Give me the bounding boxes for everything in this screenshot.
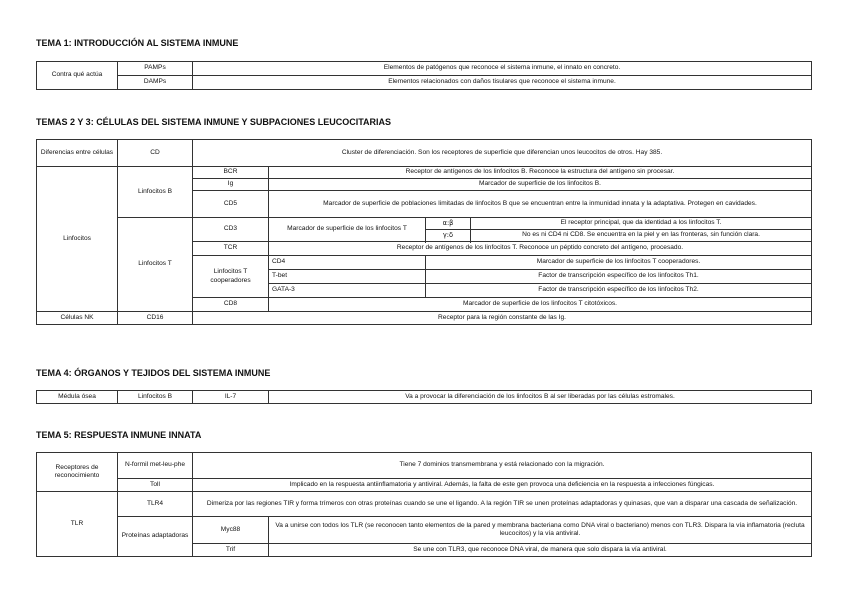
linfocitos-cell: Linfocitos — [37, 167, 118, 312]
gata3-desc: Factor de transcripción específico de los linfocitos Th2. — [426, 284, 812, 298]
tema4-table — [36, 390, 812, 404]
receptores-cell: Receptores de reconocimiento — [37, 453, 118, 492]
gata3-cell: GATA-3 — [269, 284, 426, 298]
proteinas-cell: Proteínas adaptadoras — [118, 517, 193, 557]
tlr4-cell: TLR4 — [118, 492, 193, 517]
linfocitos-b-cell: Linfocitos B — [118, 167, 193, 218]
tema1-table — [36, 61, 812, 90]
diff-label: Diferencias entre células — [37, 140, 118, 167]
trif-desc: Se une con TLR3, que reconoce DNA viral, de manera que solo dispara la vía antiviral. — [269, 544, 812, 557]
tcr-cell: TCR — [193, 242, 269, 256]
nformil-desc: Tiene 7 dominios transmembrana y está relacionado con la migración. — [193, 453, 812, 479]
tema1-title: TEMA 1: INTRODUCCIÓN AL SISTEMA INMUNE — [36, 38, 239, 48]
toll-desc: Implicado en la respuesta antiinflamatoria y antiviral. Además, la falta de este gen provoca una deficiencia en la respuesta a infecciones fúngicas. — [193, 479, 812, 492]
desc-cell: Elementos relacionados con daños tisulares que reconoce el sistema inmune. — [193, 76, 812, 90]
myc88-cell: Myc88 — [193, 517, 269, 544]
cd5-desc: Marcador de superficie de poblaciones limitadas de linfocitos B que se encuentran entre la inmunidad innata y la adaptativa. Protegen en cavidades. — [269, 191, 812, 218]
tbet-desc: Factor de transcripción específico de los linfocitos Th1. — [426, 270, 812, 284]
ig-desc: Marcador de superficie de los linfocitos B. — [269, 179, 812, 191]
tema5-title: TEMA 5: RESPUESTA INMUNE INNATA — [36, 430, 202, 440]
desc-cell: Elementos de patógenos que reconoce el sistema inmune, el innato en concreto. — [193, 62, 812, 76]
gamma-delta-cell: γ:δ — [426, 230, 471, 242]
il7-desc: Va a provocar la diferenciación de los linfocitos B al ser liberadas por las células estromales. — [269, 391, 812, 404]
alpha-beta-desc: El receptor principal, que da identidad a los linfocitos T. — [471, 218, 812, 230]
tlr-cell: TLR — [37, 492, 118, 557]
term-cell: DAMPs — [118, 76, 193, 90]
cd-cell: CD — [118, 140, 193, 167]
medula-cell: Médula ósea — [37, 391, 118, 404]
cd16-desc: Receptor para la región constante de las Ig. — [193, 312, 812, 325]
cd3-cell: CD3 — [193, 218, 269, 242]
ig-cell: Ig — [193, 179, 269, 191]
linfocitos-b-cell: Linfocitos B — [118, 391, 193, 404]
bcr-desc: Receptor de antígenos de los linfocitos B. Reconoce la estructura del antígeno sin procesar. — [269, 167, 812, 179]
nformil-cell: N-formil met-leu-phe — [118, 453, 193, 479]
tbet-cell: T-bet — [269, 270, 426, 284]
linfocitos-t-cell: Linfocitos T — [118, 218, 193, 312]
linfocitos-t-coop-cell: Linfocitos T cooperadores — [193, 256, 269, 298]
bcr-cell: BCR — [193, 167, 269, 179]
myc88-desc: Va a unirse con todos los TLR (se reconocen tanto elementos de la pared y membrana bacteriana como DNA viral o bacteriano) menos con TLR3. Dispara la vía inflamatoria (recluta leucocitos) y la vía antiviral. — [269, 517, 812, 544]
toll-cell: Toll — [118, 479, 193, 492]
cd16-cell: CD16 — [118, 312, 193, 325]
gamma-delta-desc: No es ni CD4 ni CD8. Se encuentra en la piel y en las fronteras, sin función clara. — [471, 230, 812, 242]
tema4-title: TEMA 4: ÓRGANOS Y TEJIDOS DEL SISTEMA INMUNE — [36, 368, 271, 378]
tema23-title: TEMAS 2 Y 3: CÉLULAS DEL SISTEMA INMUNE Y SUBPACIONES LEUCOCITARIAS — [36, 117, 392, 127]
cd3-desc: Marcador de superficie de los linfocitos T — [269, 218, 426, 242]
trif-cell: Trif — [193, 544, 269, 557]
row-label: Contra qué actúa — [37, 62, 118, 90]
tema23-table — [36, 139, 812, 325]
cd-desc: Cluster de diferenciación. Son los receptores de superficie que diferencian unos leucocitos de otros. Hay 385. — [193, 140, 812, 167]
cd4-cell: CD4 — [269, 256, 426, 270]
term-cell: PAMPs — [118, 62, 193, 76]
cd8-cell: CD8 — [193, 298, 269, 312]
nk-cell: Células NK — [37, 312, 118, 325]
cd8-desc: Marcador de superficie de los linfocitos T citotóxicos. — [269, 298, 812, 312]
tcr-desc: Receptor de antígenos de los linfocitos T. Reconoce un péptido concreto del antígeno, procesado. — [269, 242, 812, 256]
cd5-cell: CD5 — [193, 191, 269, 218]
alpha-beta-cell: α:β — [426, 218, 471, 230]
cd4-desc: Marcador de superficie de los linfocitos T cooperadores. — [426, 256, 812, 270]
il7-cell: IL-7 — [193, 391, 269, 404]
tlr4-desc: Dimeriza por las regiones TIR y forma trímeros con otras proteínas cuando se une el ligando. A la región TIR se unen proteínas adaptadoras y quinasas, que van a disparar una cascada de señalización. — [193, 492, 812, 517]
tema5-table — [36, 452, 812, 557]
